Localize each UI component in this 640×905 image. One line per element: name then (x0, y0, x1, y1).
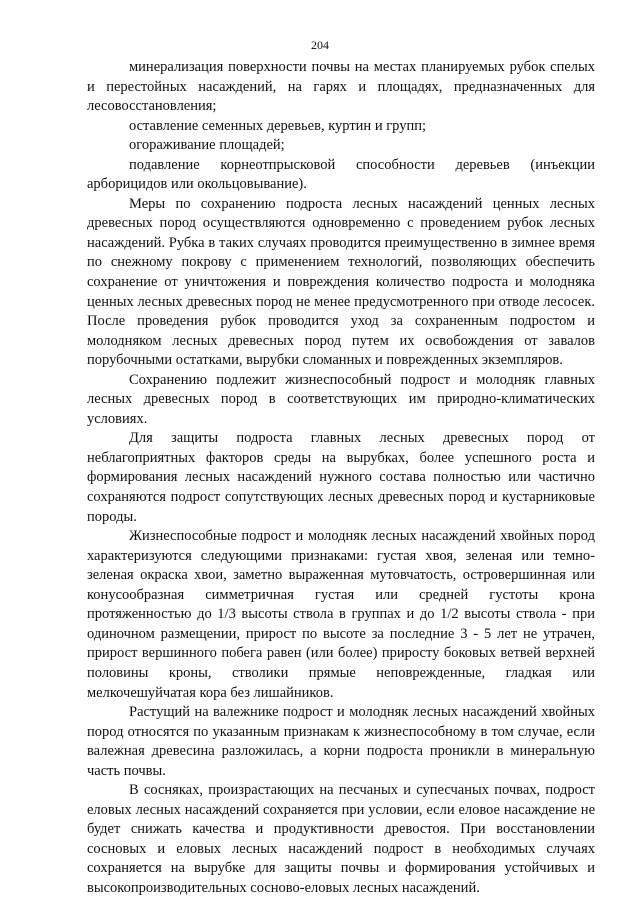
paragraph: оставление семенных деревьев, куртин и групп; (129, 117, 427, 134)
paragraph: подавление корнеотпрысковой способности деревьев (инъекции арборицидов или окольцовывание). (87, 156, 595, 193)
paragraph: Меры по сохранению подроста лесных насаждений ценных лесных древесных пород осуществляются одновременно с проведением рубок лесных насаждений. Рубка в таких случаях проводится преимущественно в зимнее время по снежному покрову с применением технологий, позволяющих обеспечить сохранение от уничтожения и повреждения количество подроста и молодняка ценных лесных древесных пород не менее предусмотренного при отводе лесосек. После проведения рубок проводится уход за сохраненным подростом и молодняком лесных древесных пород путем их освобождения от завалов порубочными остатками, вырубки сломанных и поврежденных экземпляров. (87, 195, 595, 369)
paragraph: Сохранению подлежит жизнеспособный подрост и молодняк главных лесных древесных пород в соответствующих им природно-климатических условиях. (87, 371, 595, 427)
paragraph: В сосняках, произрастающих на песчаных и супесчаных почвах, подрост еловых лесных насаждений сохраняется при условии, если еловое насаждение не будет снижать качества и продуктивности древостоя. При восстановлении сосновых и еловых лесных насаждений подрост в необходимых случаях сохраняется на вырубке для защиты почвы и формирования устойчивых и высокопроизводительных сосново-еловых лесных насаждений. (87, 782, 595, 896)
paragraph: огораживание площадей; (129, 137, 285, 154)
page-body (87, 58, 595, 899)
page-number: 204 (311, 38, 329, 52)
paragraph: Растущий на валежнике подрост и молодняк лесных насаждений хвойных пород относятся по указанным признакам к жизнеспособному в том случае, если валежная древесина разложилась, а корни подроста проникли в минеральную часть почвы. (87, 704, 595, 779)
paragraph: Для защиты подроста главных лесных древесных пород от неблагоприятных факторов среды на вырубках, более успешного роста и формирования лесных насаждений нужного состава полностью или частично сохраняются подрост сопутствующих лесных древесных пород и кустарниковые породы. (87, 430, 595, 525)
paragraph: минерализация поверхности почвы на местах планируемых рубок спелых и перестойных насаждений, на гарях и площадях, предназначенных для лесовосстановления; (87, 59, 595, 115)
paragraph: Жизнеспособные подрост и молодняк лесных насаждений хвойных пород характеризуются следующими признаками: густая хвоя, зеленая или темно-зеленая окраска хвои, заметно выраженная мутовчатость, островершинная или конусообразная симметричная густая или средней густоты крона протяженностью до 1/3 высоты ствола в группах и до 1/2 высоты ствола - при одиночном размещении, прирост по высоте за последние 3 - 5 лет не утрачен, прирост вершинного побега равен (или более) приросту боковых ветвей верхней половины кроны, стволики прямые неповрежденные, гладкая или мелкочешуйчатая кора без лишайников. (87, 528, 595, 701)
